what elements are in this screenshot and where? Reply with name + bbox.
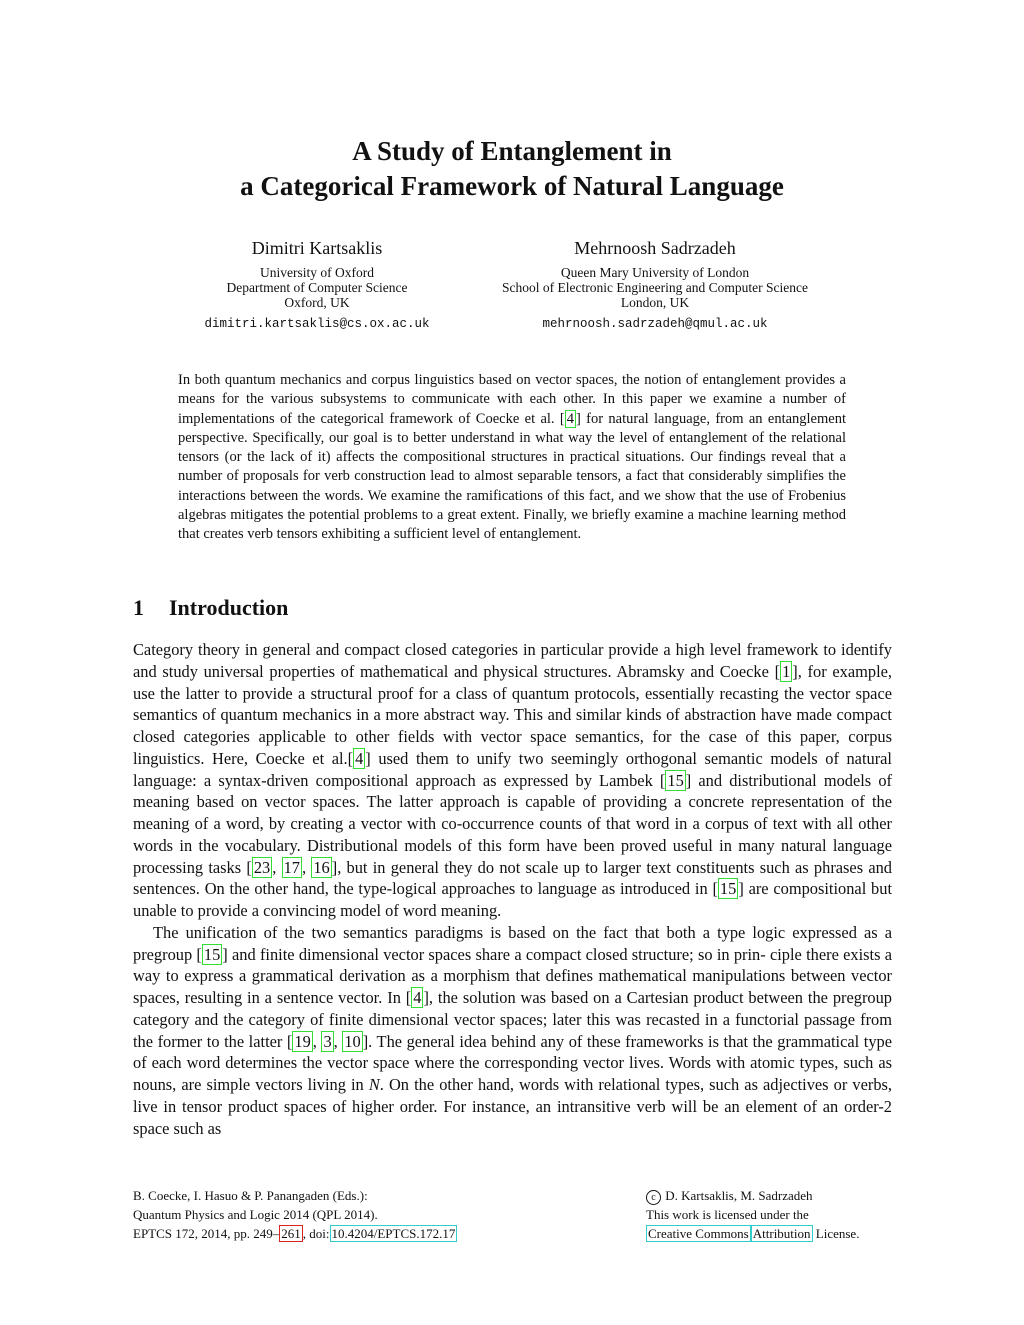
doi-link[interactable]: 10.4204/EPTCS.172.17 <box>331 1226 456 1241</box>
citation-link[interactable]: 4 <box>355 748 364 768</box>
text-run: . On the other hand, words with relational types, such as adjectives or verbs, live in tensor product spaces of higher order. For instance, an intransitive verb will be an element of an order-2 space such as <box>133 1075 892 1138</box>
text-run: , <box>272 857 282 877</box>
text-run: ], for example, use the latter to provide a structural proof for a class of quantum protocols, essentially recasting the vector space semantics of quantum mechanics in a more abstract way. This and similar kinds of abstraction have made compact closed categories applicable to other fields with vector space semantics, for the case of this paper, corpus linguistics. Here, Coecke et al.[ <box>133 661 892 768</box>
text-run: , doi: <box>302 1226 330 1241</box>
citation-link[interactable]: 16 <box>313 857 330 877</box>
author-email[interactable]: dimitri.kartsaklis@cs.ox.ac.uk <box>204 317 430 331</box>
author-name: Dimitri Kartsaklis <box>251 238 383 258</box>
citation-link[interactable]: 15 <box>667 770 684 790</box>
author-block-1 <box>190 236 444 332</box>
author-location: London, UK <box>620 295 690 310</box>
title-line-1: A Study of Entanglement in <box>352 136 672 166</box>
text-run: License. <box>812 1226 860 1241</box>
text-run: , <box>333 1031 343 1051</box>
last-page-link[interactable]: 261 <box>281 1226 301 1241</box>
abstract <box>178 371 846 545</box>
text-run: , <box>312 1031 322 1051</box>
attribution-link[interactable]: Attribution <box>752 1226 811 1241</box>
author-location: Oxford, UK <box>284 295 350 310</box>
text-run: EPTCS 172, 2014, pp. 249– <box>133 1226 280 1241</box>
text-run: ] used them to unify two seemingly orthogonal semantic models of natural language: a syntax-driven compositional approach as expressed by Lambek [ <box>133 748 892 790</box>
footer-citation-line <box>133 1224 553 1243</box>
author-name: Mehrnoosh Sadrzadeh <box>574 238 736 258</box>
text-run: , <box>301 857 312 877</box>
section-heading <box>133 594 288 622</box>
paragraph <box>133 922 892 1140</box>
author-block-2 <box>470 236 840 332</box>
paper-title <box>0 134 1024 204</box>
section-number: 1 <box>133 595 144 620</box>
text-run: ], but in general they do not scale up to larger text constituents such as phrases and sentences. On the other hand, the type-logical approaches to language as introduced in [ <box>133 857 892 899</box>
math-symbol: N <box>368 1075 380 1094</box>
title-line-2: a Categorical Framework of Natural Language <box>240 171 784 201</box>
creative-commons-link[interactable]: Creative Commons <box>648 1226 749 1241</box>
footer-editors: B. Coecke, I. Hasuo & P. Panangaden (Eds.): <box>133 1188 368 1203</box>
citation-link[interactable]: 4 <box>413 988 422 1007</box>
footer-publication-info <box>133 1186 553 1243</box>
author-department: School of Electronic Engineering and Computer Science <box>502 280 808 295</box>
text-run: D. Kartsaklis, M. Sadrzadeh <box>662 1188 813 1203</box>
citation-link[interactable]: 19 <box>294 1031 311 1051</box>
section-title: Introduction <box>169 595 289 620</box>
author-affiliation: University of Oxford <box>260 265 374 280</box>
text-run: ] are compositional but unable to provide a convincing model of word meaning. <box>133 879 893 920</box>
footer-proceedings: Quantum Physics and Logic 2014 (QPL 2014). <box>133 1207 378 1222</box>
text-run: The unification of the two semantics paradigms is based on the fact that both a type logic expressed as a pregroup [ <box>133 922 892 964</box>
citation-link[interactable]: 15 <box>719 879 737 899</box>
citation-link[interactable]: 10 <box>344 1031 361 1051</box>
text-run: ]. The general idea behind any of these frameworks is that the grammatical type of each word determines the vector space where the corresponding vector lives. Words with atomic types, such as nouns, are simple vectors living in <box>133 1031 892 1094</box>
citation-link[interactable]: 23 <box>253 857 271 877</box>
abstract-text: ] for natural language, from an entanglement perspective. Specifically, our goal is to better understand in what way the level of entanglement of the relational tensors (or the lack of it) affects the compositional structures in practical situations. Our findings reveal that a number of proposals for verb construction lead to almost separable tensors, a fact that considerably simplifies the interactions between the words. We examine the ramifications of this fact, and we show that the use of Frobenius algebras mitigates the potential problems to a great extent. Finally, we briefly examine a machine learning method that creates verb tensors exhibiting a sufficient level of entanglement. <box>178 410 846 543</box>
body-text <box>133 639 892 1139</box>
author-department: Department of Computer Science <box>226 280 408 295</box>
citation-link[interactable]: 15 <box>203 944 221 964</box>
citation-link[interactable]: 17 <box>283 857 300 877</box>
footer-copyright <box>646 1186 926 1205</box>
citation-link[interactable]: 3 <box>323 1031 332 1051</box>
text-run: ], the solution was based on a Cartesian product between the pregroup category and the category of finite dimensional vector spaces; later this was recasted in a functorial passage from the former to the latter [ <box>133 988 892 1051</box>
abstract-text: In both quantum mechanics and corpus linguistics based on vector spaces, the notion of entanglement provides a means for the various subsystems to communicate with each other. In this paper we examine a number of implementations of the categorical framework of Coecke et al. [ <box>178 372 846 427</box>
footer-license <box>646 1186 926 1243</box>
text-run: ] and distributional models of meaning based on vector spaces. The latter approach is capable of providing a concrete representation of the meaning of a word, by creating a vector with co-occurrence counts of that word in a corpus of text with all other words in the vocabulary. Distributional models of this form have been proved useful in many natural language processing tasks [ <box>133 770 892 877</box>
text-run: Category theory in general and compact closed categories in particular provide a high level framework to identify and study universal properties of mathematical and physical structures. Abramsky and Coecke [ <box>133 640 892 681</box>
footer-license-links <box>646 1224 926 1243</box>
author-affiliation: Queen Mary University of London <box>560 265 750 280</box>
citation-link[interactable]: 4 <box>566 410 574 427</box>
footer-license-line: This work is licensed under the <box>646 1207 809 1222</box>
paragraph <box>133 639 892 922</box>
copyright-icon: c <box>646 1190 661 1205</box>
text-run: ] and finite dimensional vector spaces share a compact closed structure; so in prin- ciple there exists a way to express a grammatical derivation as a morphism that defines mathematical manipulations between vector spaces, resulting in a sentence vector. In [ <box>133 944 892 1007</box>
citation-link[interactable]: 1 <box>782 661 791 681</box>
author-email[interactable]: mehrnoosh.sadrzadeh@qmul.ac.uk <box>542 317 768 331</box>
